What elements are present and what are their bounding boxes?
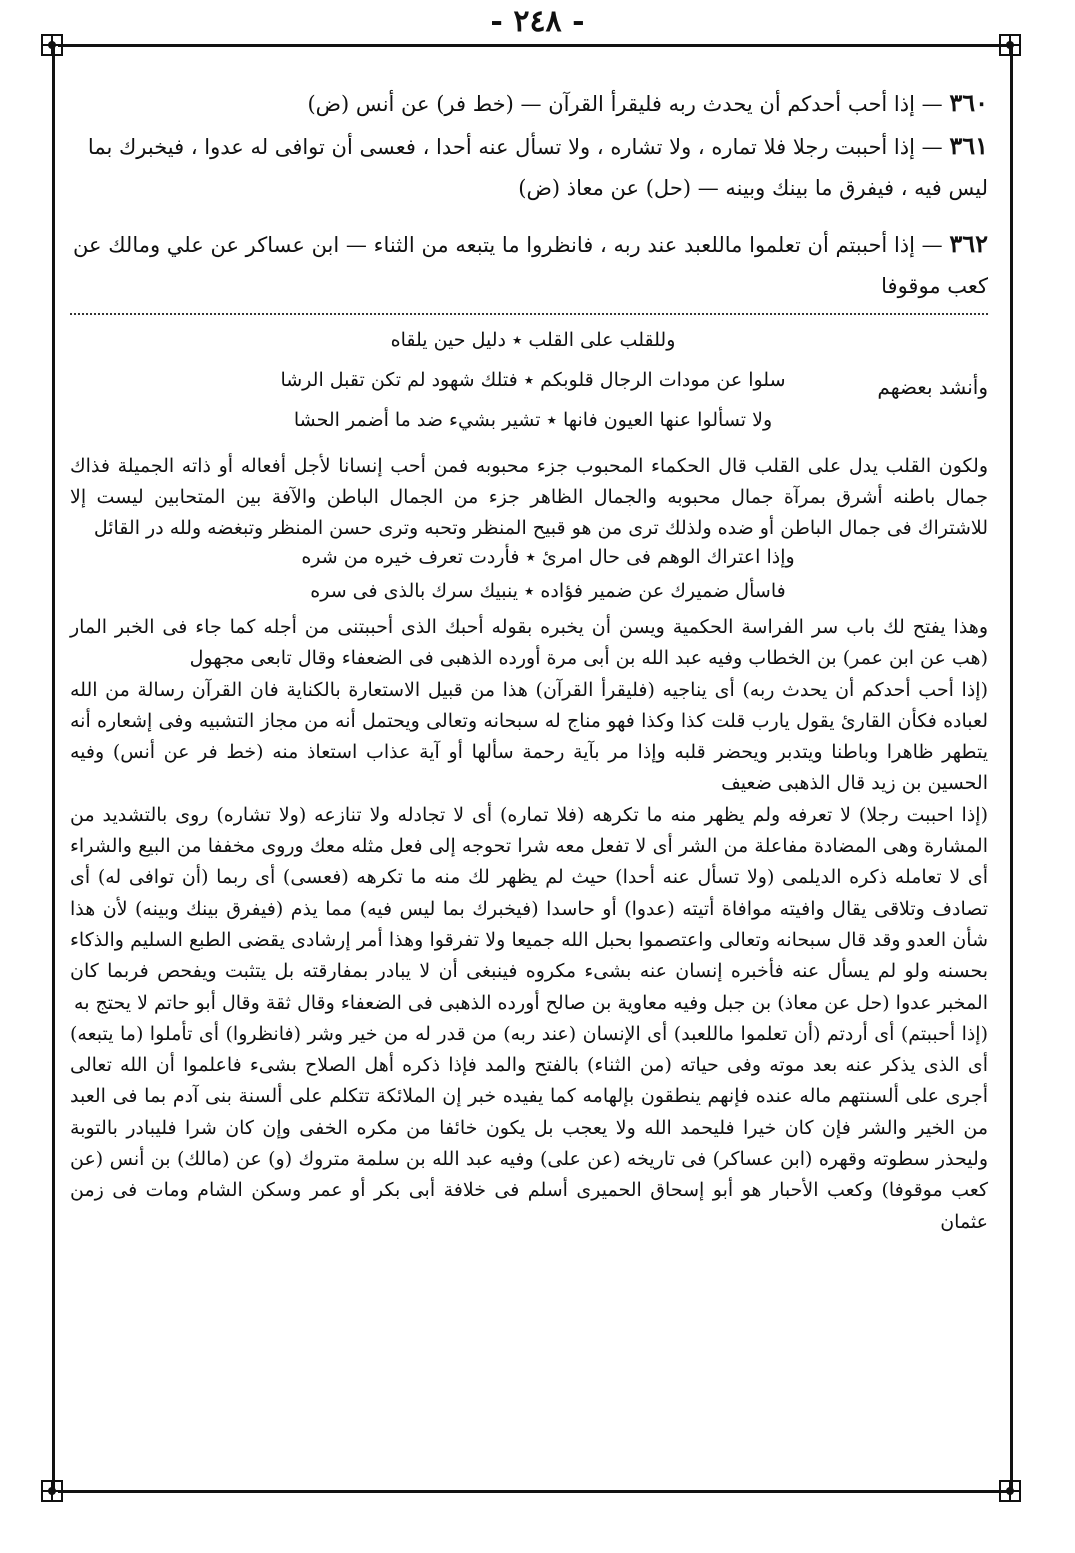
poem-line: ولا تسألوا عنها العيون فانها ٭ تشير بشيء ضد ما أضمر الحشا <box>293 409 773 431</box>
frame-right-border <box>1010 46 1013 1490</box>
poem-line: سلوا عن مودات الرجال قلوبكم ٭ فتلك شهود لم تكن تقبل الرشا <box>280 369 786 391</box>
verse-line: فاسأل ضميرك عن ضمير فؤاده ٭ ينبيك سرك بالذى فى سره <box>310 580 786 602</box>
frame-bottom-border <box>58 1490 1008 1493</box>
hadith-text: — إذا أحببتم أن تعلموا ماللعبد عند ربه ، فانظروا ما يتبعه من الثناء — ابن عساكر عن علي ومالك عن كعب موقوفا <box>73 233 988 298</box>
hadith-text: — إذا أحب أحدكم أن يحدث ربه فليقرأ القرآن — (خط فر) عن أنس (ض) <box>307 92 943 116</box>
commentary-paragraph: وهذا يفتح لك باب سر الفراسة الحكمية ويسن أن يخبره بقوله أحبك الذى أحببتنى من أجله كما جاء فى الخبر المار (هب عن ابن عمر) بن الخطاب وفيه عبد الله بن أبى مرة أورده الذهبى فى الضعفاء وقال تابعى مجهول <box>70 616 988 670</box>
verse-block <box>70 546 988 612</box>
hadith-362 <box>70 223 988 307</box>
corner-ornament-icon <box>39 32 65 58</box>
corner-ornament-icon <box>997 32 1023 58</box>
hadith-number: ٣٦١ <box>949 131 988 160</box>
commentary-paragraph: (إذا احببت رجلا) لا تعرفه ولم يظهر منه ما تكرهه (فلا تماره) أى لا تجادله ولا تنازعه (ولا تشاره) روى بالتشديد من المشارة وهى المضادة مفاعلة من الشر أى لا تفعل معه شرا تحوجه إلى فعل مثله معك وروى مخففا من البيع والشراء أى لا تعامله ذكره الديلمى (ولا تسأل عنه أحدا) حيث لم يظهر لك منه ما تكرهه (فعسى) أى ربما (أن توافى له) أى تصادف وتلاقى يقال وافيته موافاة أتيته (عدوا) أو حاسدا (فيخبرك بما ليس فيه) مما يذم (فيفرق بينك وبينه) لأن هذا شأن العدو وقد قال سبحانه وتعالى واعتصموا بحبل الله جميعا ولا تفرقوا وهذا أمر إرشادى يقضى الطبع السليم والذكاء بحسنه ولو لم يسأل عنه فأخبره إنسان عنه بشىء مكروه فينبغى أن لا يبادر بمفارقته بل يتثبت ويفحص فربما كان المخبر عدوا (حل عن معاذ) بن جبل وفيه معاوية بن صالح أورده الذهبى فى الضعفاء وقال ثقة وقال أبو حاتم لا يحتج به <box>70 803 989 1014</box>
hadith-361 <box>70 125 988 209</box>
poem-intro: وأنشد بعضهم <box>877 375 988 399</box>
page-number: - ٢٤٨ - <box>490 4 585 39</box>
poem-block <box>70 329 988 447</box>
frame-top-border <box>58 44 1008 47</box>
section-divider <box>70 313 988 315</box>
page-content <box>70 82 988 1238</box>
poem-line: وللقلب على القلب ٭ دليل حين يلقاه <box>390 329 676 351</box>
corner-ornament-icon <box>39 1478 65 1504</box>
commentary-paragraph: (إذا أحببتم) أى أردتم (أن تعلموا ماللعبد) أى الإنسان (عند ربه) من قدر له من خير وشر (فانظروا) أى تأملوا (ما يتبعه) أى الذى يذكر عنه بعد موته وفى حياته (من الثناء) بالفتح والمد فإذا ذكره أهل الصلاح بشىء فاعلموا أن الله تعالى أجرى على ألسنتهم ماله عنده فإنهم ينطقون بإلهامه كما يفيده خبر إن الملائكة تتكلم على ألسنة بنى آدم بما فى العبد من الخير والشر فإن كان خيرا فليحمد الله ولا يعجب بل يكون خائفا من مكره الخفى وإن كان شرا فليبادر بالتوبة وليحذر سطوته وقهره (ابن عساكر) فى تاريخه (عن على) وفيه عبد الله بن سلمة متروك (و) عن (مالك) بن أنس (عن كعب موقوفا) وكعب الأحبار هو أبو إسحاق الحميرى أسلم فى خلافة أبى بكر أو عمر وسكن الشام ومات فى زمن عثمان <box>70 1022 989 1233</box>
hadith-number: ٣٦٠ <box>949 88 988 117</box>
hadith-360 <box>70 82 988 125</box>
frame-left-border <box>52 46 55 1490</box>
commentary-paragraph: ولكون القلب يدل على القلب قال الحكماء المحبوب جزء محبوبه فمن أحب إنسانا لأجل أفعاله أو ذاته الجميلة فذاك جمال باطنه أشرق بمرآة جمال محبوبه والجمال الظاهر جزء من الجمال الباطن والآفة بين المتحابين ليست إلا للاشتراك فى جمال الباطن أو ضده ولذلك ترى من هو قبيح المنظر وتحبه وترى حسن المنظر وتبغضه ولله در القائل <box>70 455 988 539</box>
commentary-paragraph: (إذا أحب أحدكم أن يحدث ربه) أى يناجيه (فليقرأ القرآن) هذا من قبيل الاستعارة بالكناية فان القرآن رسالة من الله لعباده فكأن القارئ يقول يارب قلت كذا وكذا فهو مناج له سبحانه وتعالى ويحتمل أنه من مجاز التشبيه وفى إشعاره أنه يتطهر ظاهرا وباطنا ويتدبر ويحضر قلبه وإذا مر بآية رحمة سألها أو آية عذاب استعاذ منه (خط فر عن أنس) وفيه الحسين بن زيد قال الذهبى ضعيف <box>70 678 988 795</box>
corner-ornament-icon <box>997 1478 1023 1504</box>
verse-line: وإذا اعتراك الوهم فى حال امرئ ٭ فأردت تعرف خيره من شره <box>301 546 795 568</box>
hadith-text: — إذا أحببت رجلا فلا تماره ، ولا تشاره ، ولا تسأل عنه أحدا ، فعسى أن توافى له عدوا ، فيخبرك بما ليس فيه ، فيفرق ما بينك وبينه — (حل) عن معاذ (ض) <box>87 135 988 200</box>
hadith-number: ٣٦٢ <box>949 229 988 258</box>
